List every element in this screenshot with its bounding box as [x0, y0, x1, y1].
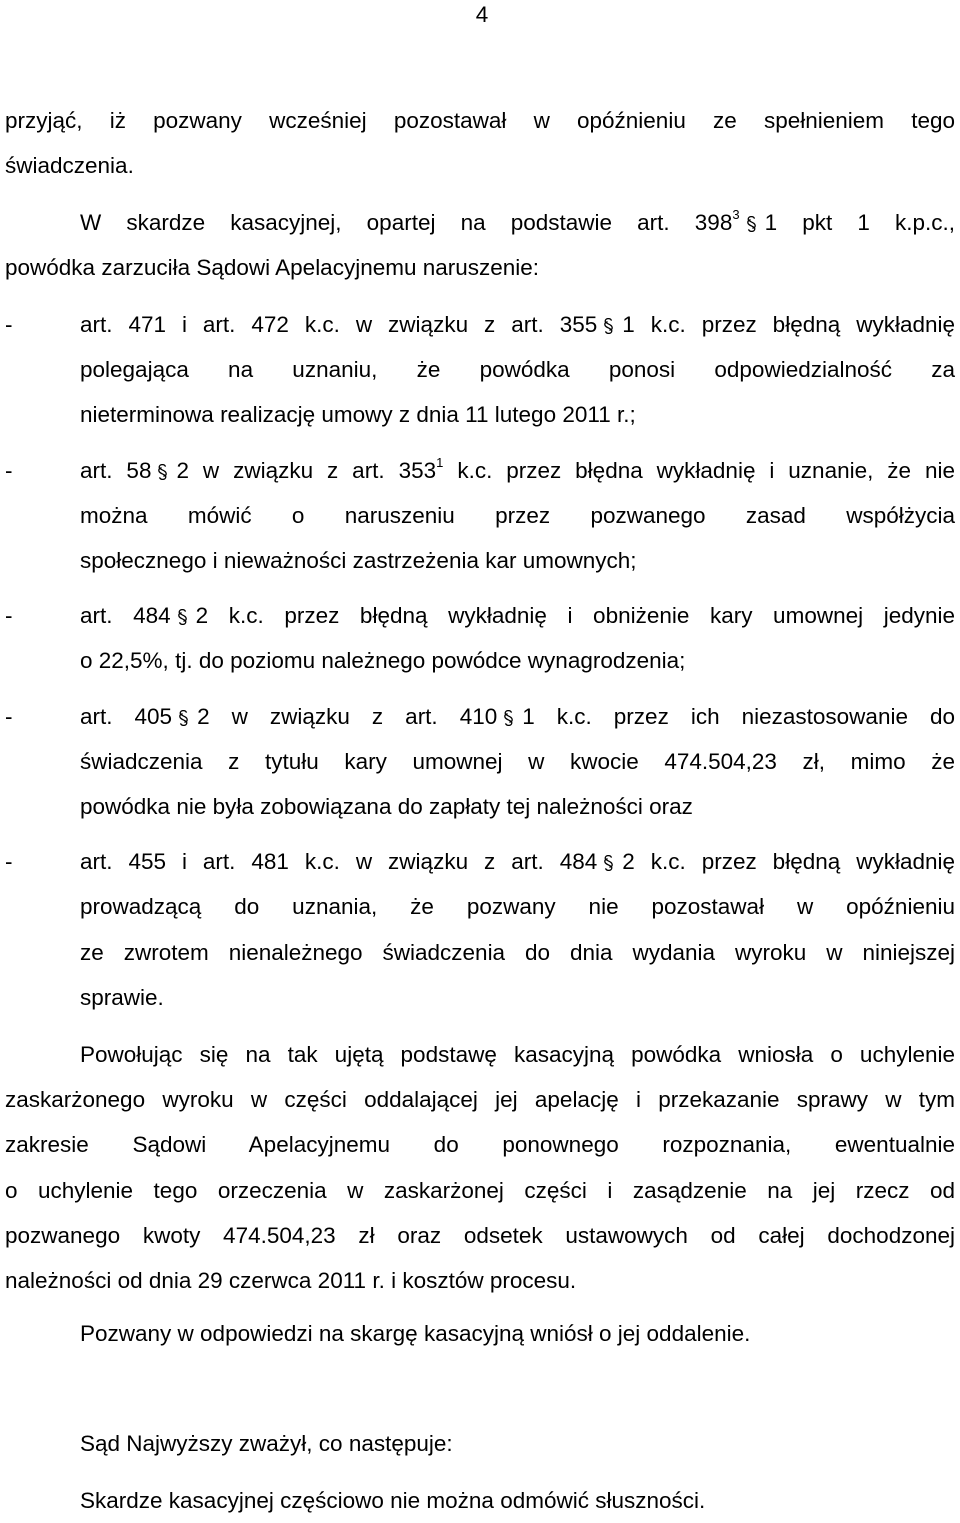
text-line: o 22,5%, tj. do poziomu należnego powódce wynagrodzenia;	[80, 648, 686, 674]
infringement-list	[5, 302, 955, 1020]
text-line: świadczenia.	[5, 153, 134, 179]
text-fragment: k.c. przez błędna wykładnię i uznanie, że nie	[457, 457, 955, 483]
page-number: 4	[475, 2, 489, 27]
section-sign-icon	[178, 710, 189, 726]
section-sign-icon	[503, 710, 514, 726]
text-line: zakresie Sądowi Apelacyjnemu do ponownego rozpoznania, ewentualnie	[5, 1132, 955, 1158]
list-dash: -	[5, 703, 13, 729]
text-line: pozwanego kwoty 474.504,23 zł oraz odsetek ustawowych od całej dochodzonej	[5, 1222, 955, 1248]
section-sign-icon	[157, 464, 168, 480]
text-fragment: art. 58	[80, 457, 152, 483]
text-line: świadczenia z tytułu kary umownej w kwocie 474.504,23 zł, mimo że	[80, 748, 955, 774]
paragraph-motion	[5, 1032, 955, 1303]
text-line	[80, 839, 955, 884]
text-line: społecznego i nieważności zastrzeżenia kar umownych;	[80, 548, 637, 574]
paragraph-continuation	[5, 98, 955, 188]
text-fragment: 1 k.c. przez błędną wykładnię	[622, 312, 956, 337]
text-line	[80, 302, 955, 347]
text-line: nieterminowa realizację umowy z dnia 11 lutego 2011 r.;	[80, 402, 636, 428]
list-item	[5, 302, 955, 438]
text-line: o uchylenie tego orzeczenia w zaskarżonej części i zasądzenie na jej rzecz od	[5, 1177, 955, 1203]
list-dash: -	[5, 603, 13, 629]
text-line: można mówić o naruszeniu przez pozwanego zasad współżycia	[80, 502, 955, 528]
list-item	[5, 448, 955, 584]
text-line	[5, 200, 955, 245]
text-line: sprawie.	[80, 984, 164, 1010]
text-line: Sąd Najwyższy zważył, co następuje:	[80, 1431, 453, 1456]
list-item	[5, 694, 955, 830]
text-fragment: art. 471 i art. 472 k.c. w związku z art. 355	[80, 312, 598, 337]
text-fragment: 2 w związku z art. 353	[176, 457, 437, 483]
superscript: 1	[436, 454, 444, 470]
section-sign-icon	[603, 318, 614, 334]
section-sign-icon	[603, 855, 614, 871]
section-sign-icon	[177, 609, 188, 625]
superscript: 3	[732, 207, 740, 222]
text-fragment: 1 pkt 1 k.p.c.,	[764, 210, 955, 235]
court-considered-heading	[5, 1421, 955, 1466]
section-sign-icon	[746, 216, 757, 232]
text-fragment: 2 k.c. przez błędną wykładnię i obniżenie kary umownej jedynie	[195, 603, 955, 629]
list-dash: -	[5, 457, 13, 483]
paragraph-ruling	[5, 1478, 955, 1523]
text-line	[80, 448, 955, 493]
text-line: Powołując się na tak ujętą podstawę kasacyjną powódka wniosła o uchylenie	[80, 1042, 955, 1067]
list-item	[5, 839, 955, 1020]
text-line: należności od dnia 29 czerwca 2011 r. i kosztów procesu.	[5, 1268, 577, 1294]
text-line: powódka nie była zobowiązana do zapłaty tej należności oraz	[80, 794, 693, 820]
text-line: przyjąć, iż pozwany wcześniej pozostawał w opóźnieniu ze spełnieniem tego	[5, 108, 955, 133]
text-line	[80, 694, 955, 739]
text-fragment: 2 w związku z art. 410	[197, 703, 498, 729]
text-fragment: art. 455 i art. 481 k.c. w związku z art. 484	[80, 849, 598, 875]
text-line: zaskarżonego wyroku w części oddalającej jej apelację i przekazanie sprawy w tym	[5, 1087, 955, 1113]
text-line: ze zwrotem nienależnego świadczenia do dnia wydania wyroku w niniejszej	[80, 939, 955, 965]
text-fragment: 1 k.c. przez ich niezastosowanie do	[522, 703, 956, 729]
text-line	[80, 593, 955, 638]
paragraph-grounds-intro	[5, 200, 955, 290]
text-line: prowadzącą do uznania, że pozwany nie pozostawał w opóźnieniu	[80, 894, 955, 920]
list-item	[5, 593, 955, 683]
text-fragment: art. 405	[80, 703, 173, 729]
text-line: powódka zarzuciła Sądowi Apelacyjnemu naruszenie:	[5, 255, 540, 281]
paragraph-response	[5, 1311, 955, 1356]
text-fragment: art. 484	[80, 603, 171, 629]
text-line: polegająca na uznaniu, że powódka ponosi odpowiedzialność za	[80, 357, 955, 383]
text-fragment: 2 k.c. przez błędną wykładnię	[622, 849, 956, 875]
list-dash: -	[5, 849, 13, 875]
text-line: Skardze kasacyjnej częściowo nie można odmówić słuszności.	[80, 1488, 706, 1513]
text-fragment: W skardze kasacyjnej, opartej na podstawie art. 398	[80, 210, 733, 235]
text-line: Pozwany w odpowiedzi na skargę kasacyjną wniósł o jej oddalenie.	[80, 1321, 751, 1346]
list-dash: -	[5, 312, 13, 337]
